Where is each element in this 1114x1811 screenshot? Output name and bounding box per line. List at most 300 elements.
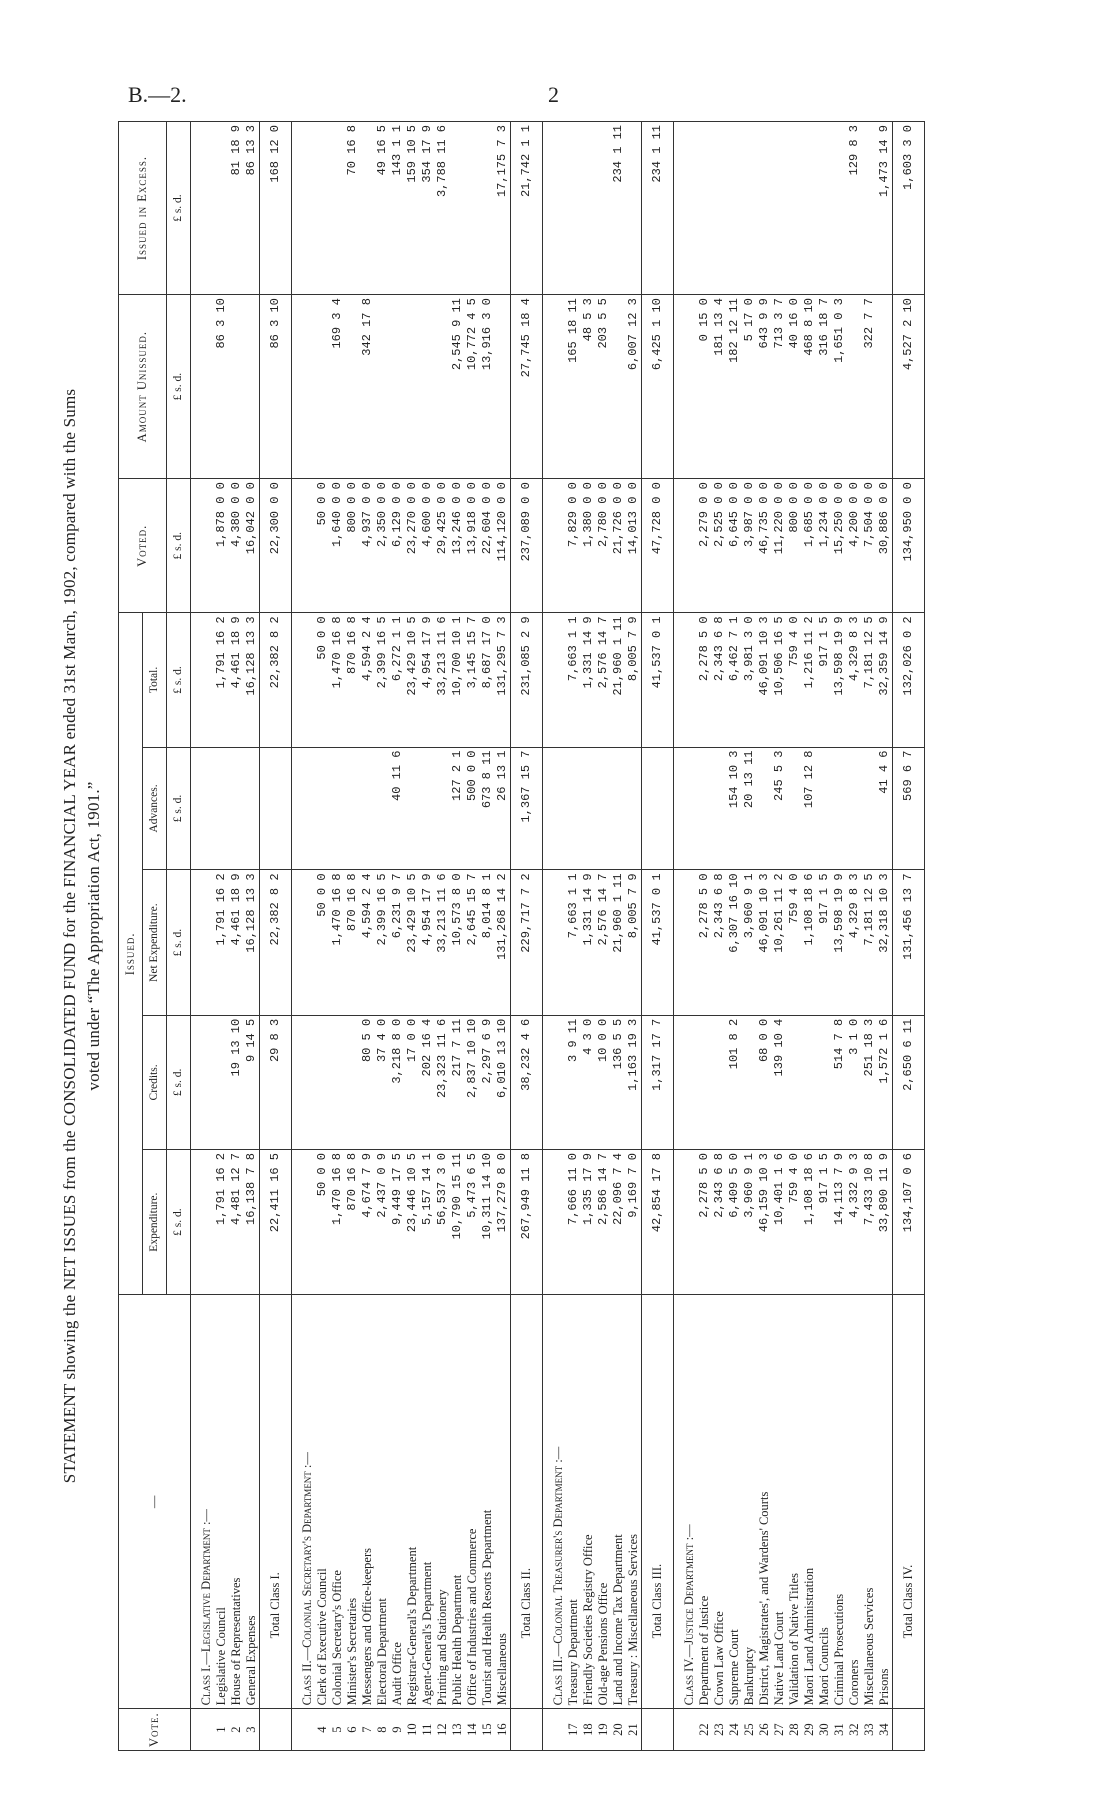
empty-cell — [674, 870, 698, 1015]
amount-cred: 80 5 0 — [360, 1015, 375, 1149]
amount-excess: 86 13 3 — [244, 122, 260, 295]
item-label: Prisons — [877, 1295, 893, 1709]
item-label: Legislative Council — [214, 1295, 229, 1709]
amount-adv — [832, 747, 847, 870]
amount-adv — [697, 747, 712, 870]
empty-cell — [191, 479, 215, 613]
empty-cell — [543, 122, 567, 295]
amount-unissued — [420, 295, 435, 479]
lsd-header: £ s. d. — [167, 747, 191, 870]
vote-number: 7 — [360, 1709, 375, 1751]
class-total-row — [642, 122, 674, 1751]
amount-excess — [787, 122, 802, 295]
amount-cred: 23,323 11 6 — [435, 1015, 450, 1149]
amount-total: 231,085 2 9 — [511, 613, 543, 747]
amount-voted: 7,829 0 0 — [566, 479, 581, 613]
amount-voted: 2,525 0 0 — [712, 479, 727, 613]
table-row — [847, 122, 862, 1751]
vote-number: 10 — [405, 1709, 420, 1751]
class-heading-row — [191, 122, 215, 1751]
amount-total: 22,382 8 2 — [260, 613, 292, 747]
lsd-header: £ s. d. — [167, 479, 191, 613]
amount-adv — [260, 747, 292, 870]
total-label: Total Class III. — [642, 1295, 674, 1709]
amount-excess: 49 16 5 — [375, 122, 390, 295]
item-label: Printing and Stationery — [435, 1295, 450, 1709]
page-reference: B.—2. — [128, 82, 187, 107]
amount-total: 1,216 11 2 — [802, 613, 817, 747]
amount-exp: 1,108 18 6 — [802, 1149, 817, 1294]
amount-net: 32,318 10 3 — [877, 870, 893, 1015]
amount-total: 23,429 10 5 — [405, 613, 420, 747]
amount-adv — [435, 747, 450, 870]
amount-adv — [420, 747, 435, 870]
table-row — [420, 122, 435, 1751]
amount-net: 6,307 16 10 — [727, 870, 742, 1015]
empty-cell — [674, 1149, 698, 1294]
amount-exp: 42,854 17 8 — [642, 1149, 674, 1294]
table-row — [360, 122, 375, 1751]
empty-cell — [191, 1149, 215, 1294]
amount-excess — [712, 122, 727, 295]
amount-total: 870 16 8 — [345, 613, 360, 747]
amount-adv — [345, 747, 360, 870]
amount-voted: 1,685 0 0 — [802, 479, 817, 613]
table-row — [712, 122, 727, 1751]
vote-number: 20 — [611, 1709, 626, 1751]
vote-number: 24 — [727, 1709, 742, 1751]
table-row — [611, 122, 626, 1751]
table-row — [345, 122, 360, 1751]
amount-cred — [345, 1015, 360, 1149]
amount-exp: 22,096 7 4 — [611, 1149, 626, 1294]
amount-exp: 4,674 7 9 — [360, 1149, 375, 1294]
empty-cell — [543, 479, 567, 613]
amount-voted: 13,918 0 0 — [465, 479, 480, 613]
vote-number: 3 — [244, 1709, 260, 1751]
amount-adv: 500 0 0 — [465, 747, 480, 870]
rotated-statement — [0, 121, 1040, 1811]
amount-total: 50 0 0 — [315, 613, 330, 747]
amount-cred: 3 9 11 — [566, 1015, 581, 1149]
item-label: Validation of Native Titles — [787, 1295, 802, 1709]
vote-number: 27 — [772, 1709, 787, 1751]
amount-voted: 2,279 0 0 — [697, 479, 712, 613]
vote-number — [292, 1709, 316, 1751]
item-label: Electoral Department — [375, 1295, 390, 1709]
amount-adv — [712, 747, 727, 870]
amount-adv: 20 13 11 — [742, 747, 757, 870]
amount-voted: 13,246 0 0 — [450, 479, 465, 613]
table-row — [742, 122, 757, 1751]
amount-total: 8,687 17 0 — [480, 613, 495, 747]
amount-adv — [596, 747, 611, 870]
amount-net: 23,429 10 5 — [405, 870, 420, 1015]
amount-unissued: 6,425 1 10 — [642, 295, 674, 479]
empty-cell — [292, 1149, 316, 1294]
amount-exp: 16,138 7 8 — [244, 1149, 260, 1294]
amount-total: 4,461 18 9 — [229, 613, 244, 747]
amount-adv: 107 12 8 — [802, 747, 817, 870]
table-row — [405, 122, 420, 1751]
amount-voted: 237,089 0 0 — [511, 479, 543, 613]
class-total-row — [893, 122, 925, 1751]
lsd-header: £ s. d. — [167, 295, 191, 479]
amount-voted: 21,726 0 0 — [611, 479, 626, 613]
table-row — [330, 122, 345, 1751]
amount-exp: 14,113 7 9 — [832, 1149, 847, 1294]
item-label: Supreme Court — [727, 1295, 742, 1709]
amount-voted: 22,300 0 0 — [260, 479, 292, 613]
amount-cred — [697, 1015, 712, 1149]
amount-unissued: 468 8 10 — [802, 295, 817, 479]
amount-excess: 168 12 0 — [260, 122, 292, 295]
amount-net: 2,343 6 8 — [712, 870, 727, 1015]
amount-excess: 234 1 11 — [642, 122, 674, 295]
empty-cell — [674, 295, 698, 479]
item-label: Old-age Pensions Office — [596, 1295, 611, 1709]
amount-unissued — [405, 295, 420, 479]
table-row — [435, 122, 450, 1751]
amount-unissued: 48 5 3 — [581, 295, 596, 479]
amount-cred: 1,317 17 7 — [642, 1015, 674, 1149]
col-vote: Vote. — [119, 1709, 191, 1751]
vote-number: 34 — [877, 1709, 893, 1751]
vote-number: 22 — [697, 1709, 712, 1751]
table-row — [229, 122, 244, 1751]
amount-total: 32,359 14 9 — [877, 613, 893, 747]
amount-net: 41,537 0 1 — [642, 870, 674, 1015]
amount-excess: 1,603 3 0 — [893, 122, 925, 295]
amount-unissued: 86 3 10 — [260, 295, 292, 479]
total-label: Total Class II. — [511, 1295, 543, 1709]
title-line-1: STATEMENT showing the NET ISSUES from the CONSOLIDATED FUND for the FINANCIAL YEAR ended 31st March, 1902, compared with the Sums — [60, 388, 79, 1484]
amount-excess: 3,788 11 6 — [435, 122, 450, 295]
amount-voted: 134,950 0 0 — [893, 479, 925, 613]
vote-number: 18 — [581, 1709, 596, 1751]
item-label: Colonial Secretary's Office — [330, 1295, 345, 1709]
amount-adv — [330, 747, 345, 870]
page-number: 2 — [548, 82, 559, 107]
amount-adv: 154 10 3 — [727, 747, 742, 870]
table-row — [596, 122, 611, 1751]
empty-cell — [292, 122, 316, 295]
amount-exp: 33,890 11 9 — [877, 1149, 893, 1294]
vote-number: 16 — [495, 1709, 511, 1751]
amount-net: 7,181 12 5 — [862, 870, 877, 1015]
lsd-header: £ s. d. — [167, 1015, 191, 1149]
amount-excess: 159 10 5 — [405, 122, 420, 295]
amount-net: 22,382 8 2 — [260, 870, 292, 1015]
amount-excess — [596, 122, 611, 295]
vote-number — [260, 1709, 292, 1751]
amount-excess: 17,175 7 3 — [495, 122, 511, 295]
empty-cell — [543, 295, 567, 479]
item-label: Clerk of Executive Council — [315, 1295, 330, 1709]
vote-number: 11 — [420, 1709, 435, 1751]
amount-cred: 514 7 8 — [832, 1015, 847, 1149]
amount-unissued: 40 16 0 — [787, 295, 802, 479]
amount-voted: 46,735 0 0 — [757, 479, 772, 613]
table-row — [757, 122, 772, 1751]
amount-unissued — [495, 295, 511, 479]
empty-cell — [191, 747, 215, 870]
amount-total: 132,026 0 2 — [893, 613, 925, 747]
empty-cell — [292, 613, 316, 747]
amount-exp: 134,107 0 6 — [893, 1149, 925, 1294]
amount-exp: 1,335 17 9 — [581, 1149, 596, 1294]
amount-unissued: 169 3 4 — [330, 295, 345, 479]
amount-unissued: 10,772 4 5 — [465, 295, 480, 479]
amount-net: 229,717 7 2 — [511, 870, 543, 1015]
table-row — [566, 122, 581, 1751]
vote-number: 29 — [802, 1709, 817, 1751]
amount-net: 1,331 14 9 — [581, 870, 596, 1015]
vote-number: 21 — [626, 1709, 642, 1751]
amount-excess: 129 8 3 — [847, 122, 862, 295]
amount-adv — [787, 747, 802, 870]
amount-excess — [330, 122, 345, 295]
item-label: Miscellaneous — [495, 1295, 511, 1709]
amount-voted: 22,604 0 0 — [480, 479, 495, 613]
amount-voted: 4,600 0 0 — [420, 479, 435, 613]
lsd-header: £ s. d. — [167, 1149, 191, 1294]
item-label: Criminal Prosecutions — [832, 1295, 847, 1709]
amount-excess — [566, 122, 581, 295]
item-label: Audit Office — [390, 1295, 405, 1709]
amount-net: 1,470 16 8 — [330, 870, 345, 1015]
amount-net: 6,231 9 7 — [390, 870, 405, 1015]
amount-total: 16,128 13 3 — [244, 613, 260, 747]
amount-excess — [697, 122, 712, 295]
amount-cred: 4 3 0 — [581, 1015, 596, 1149]
amount-unissued: 86 3 10 — [214, 295, 229, 479]
amount-excess — [214, 122, 229, 295]
vote-number: 15 — [480, 1709, 495, 1751]
amount-net: 4,954 17 9 — [420, 870, 435, 1015]
amount-net: 2,278 5 0 — [697, 870, 712, 1015]
amount-cred: 9 14 5 — [244, 1015, 260, 1149]
amount-unissued: 342 17 8 — [360, 295, 375, 479]
amount-excess — [817, 122, 832, 295]
empty-cell — [191, 613, 215, 747]
col-issued: Issued. — [119, 613, 143, 1295]
table-row — [626, 122, 642, 1751]
col-total: Total. — [143, 613, 167, 747]
amount-exp: 50 0 0 — [315, 1149, 330, 1294]
item-label: Messengers and Office-keepers — [360, 1295, 375, 1709]
amount-excess — [862, 122, 877, 295]
amount-total: 759 4 0 — [787, 613, 802, 747]
item-label: Treasury : Miscellaneous Services — [626, 1295, 642, 1709]
class-total-row — [511, 122, 543, 1751]
amount-adv — [244, 747, 260, 870]
vote-number: 25 — [742, 1709, 757, 1751]
empty-cell — [191, 122, 215, 295]
empty-cell — [292, 870, 316, 1015]
table-row — [877, 122, 893, 1751]
statement-title — [58, 121, 106, 1751]
amount-cred — [802, 1015, 817, 1149]
amount-net: 870 16 8 — [345, 870, 360, 1015]
amount-adv: 26 13 1 — [495, 747, 511, 870]
amount-unissued: 713 3 7 — [772, 295, 787, 479]
amount-excess: 143 1 1 — [390, 122, 405, 295]
amount-adv — [757, 747, 772, 870]
amount-cred: 29 8 3 — [260, 1015, 292, 1149]
amount-exp: 9,169 7 0 — [626, 1149, 642, 1294]
vote-number: 8 — [375, 1709, 390, 1751]
vote-number: 17 — [566, 1709, 581, 1751]
vote-number — [893, 1709, 925, 1751]
amount-adv — [405, 747, 420, 870]
amount-net: 917 1 5 — [817, 870, 832, 1015]
amount-exp: 870 16 8 — [345, 1149, 360, 1294]
empty-cell — [674, 122, 698, 295]
class-heading: Class IV.—Justice Department :— — [674, 1295, 698, 1709]
class-heading-row — [292, 122, 316, 1751]
item-label: Agent-General's Department — [420, 1295, 435, 1709]
amount-total: 6,272 1 1 — [390, 613, 405, 747]
amount-excess — [727, 122, 742, 295]
class-heading: Class II.—Colonial Secretary's Department :— — [292, 1295, 316, 1709]
vote-number — [642, 1709, 674, 1751]
amount-net: 131,456 13 7 — [893, 870, 925, 1015]
amount-exp: 5,157 14 1 — [420, 1149, 435, 1294]
amount-total: 7,663 1 1 — [566, 613, 581, 747]
amount-net: 50 0 0 — [315, 870, 330, 1015]
amount-exp: 2,343 6 8 — [712, 1149, 727, 1294]
table-row — [214, 122, 229, 1751]
amount-total: 41,537 0 1 — [642, 613, 674, 747]
amount-adv: 245 5 3 — [772, 747, 787, 870]
item-label: Registrar-General's Department — [405, 1295, 420, 1709]
amount-cred: 10 0 0 — [596, 1015, 611, 1149]
amount-unissued: 5 17 0 — [742, 295, 757, 479]
table-row — [862, 122, 877, 1751]
amount-cred: 3,218 8 0 — [390, 1015, 405, 1149]
amount-net: 8,005 7 9 — [626, 870, 642, 1015]
amount-net: 16,128 13 3 — [244, 870, 260, 1015]
amount-unissued — [244, 295, 260, 479]
amount-total: 917 1 5 — [817, 613, 832, 747]
amount-exp: 56,537 3 0 — [435, 1149, 450, 1294]
amount-adv — [315, 747, 330, 870]
class-heading-row — [543, 122, 567, 1751]
amount-unissued — [611, 295, 626, 479]
amount-unissued — [315, 295, 330, 479]
amount-cred: 139 10 4 — [772, 1015, 787, 1149]
amount-unissued: 0 15 0 — [697, 295, 712, 479]
amount-adv: 40 11 6 — [390, 747, 405, 870]
amount-exp: 759 4 0 — [787, 1149, 802, 1294]
amount-net: 131,268 14 2 — [495, 870, 511, 1015]
amount-total: 46,091 10 3 — [757, 613, 772, 747]
amount-excess — [626, 122, 642, 295]
amount-adv: 41 4 6 — [877, 747, 893, 870]
item-label: Minister's Secretaries — [345, 1295, 360, 1709]
empty-cell — [543, 1015, 567, 1149]
amount-net: 2,399 16 5 — [375, 870, 390, 1015]
vote-number: 30 — [817, 1709, 832, 1751]
amount-voted: 7,504 0 0 — [862, 479, 877, 613]
amount-unissued: 322 7 7 — [862, 295, 877, 479]
vote-number: 9 — [390, 1709, 405, 1751]
amount-adv — [642, 747, 674, 870]
amount-exp: 267,949 11 8 — [511, 1149, 543, 1294]
amount-cred: 3 1 0 — [847, 1015, 862, 1149]
table-row — [450, 122, 465, 1751]
item-label: House of Representatives — [229, 1295, 244, 1709]
amount-unissued — [877, 295, 893, 479]
empty-cell — [543, 1149, 567, 1294]
class-heading-row — [674, 122, 698, 1751]
amount-adv: 673 8 11 — [480, 747, 495, 870]
amount-unissued: 4,527 2 10 — [893, 295, 925, 479]
amount-excess — [450, 122, 465, 295]
amount-cred: 68 0 0 — [757, 1015, 772, 1149]
amount-exp: 10,401 1 6 — [772, 1149, 787, 1294]
amount-excess — [757, 122, 772, 295]
amount-unissued: 2,545 9 11 — [450, 295, 465, 479]
statement-table — [118, 121, 925, 1751]
amount-cred: 17 0 0 — [405, 1015, 420, 1149]
amount-unissued: 6,007 12 3 — [626, 295, 642, 479]
amount-excess — [832, 122, 847, 295]
amount-voted: 114,120 0 0 — [495, 479, 511, 613]
total-label: Total Class IV. — [893, 1295, 925, 1709]
amount-cred: 19 13 10 — [229, 1015, 244, 1149]
amount-unissued: 13,916 3 0 — [480, 295, 495, 479]
amount-cred: 251 18 3 — [862, 1015, 877, 1149]
amount-total: 7,181 12 5 — [862, 613, 877, 747]
amount-unissued: 182 12 11 — [727, 295, 742, 479]
class-heading: Class III.—Colonial Treasurer's Department :— — [543, 1295, 567, 1709]
class-heading: Class I.—Legislative Department :— — [191, 1295, 215, 1709]
amount-adv: 1,367 15 7 — [511, 747, 543, 870]
vote-number: 13 — [450, 1709, 465, 1751]
amount-voted: 6,129 0 0 — [390, 479, 405, 613]
amount-total: 10,700 10 1 — [450, 613, 465, 747]
empty-cell — [674, 613, 698, 747]
vote-number: 12 — [435, 1709, 450, 1751]
amount-total: 33,213 11 6 — [435, 613, 450, 747]
amount-net: 4,594 2 4 — [360, 870, 375, 1015]
table-row — [315, 122, 330, 1751]
empty-cell — [543, 747, 567, 870]
amount-total: 6,462 7 1 — [727, 613, 742, 747]
title-line-2: voted under “The Appropriation Act, 1901.” — [84, 781, 103, 1091]
amount-excess — [802, 122, 817, 295]
amount-exp: 1,470 16 8 — [330, 1149, 345, 1294]
amount-excess — [742, 122, 757, 295]
amount-unissued: 27,745 18 4 — [511, 295, 543, 479]
item-label: Public Health Department — [450, 1295, 465, 1709]
item-label: Coroners — [847, 1295, 862, 1709]
col-excess: Issued in Excess. — [119, 122, 167, 295]
vote-number: 5 — [330, 1709, 345, 1751]
amount-exp: 3,960 9 1 — [742, 1149, 757, 1294]
empty-cell — [292, 295, 316, 479]
amount-excess — [465, 122, 480, 295]
amount-excess — [480, 122, 495, 295]
amount-total: 21,960 1 11 — [611, 613, 626, 747]
amount-adv — [229, 747, 244, 870]
amount-unissued: 181 13 4 — [712, 295, 727, 479]
amount-net: 10,573 8 0 — [450, 870, 465, 1015]
item-label: General Expenses — [244, 1295, 260, 1709]
table-row — [817, 122, 832, 1751]
